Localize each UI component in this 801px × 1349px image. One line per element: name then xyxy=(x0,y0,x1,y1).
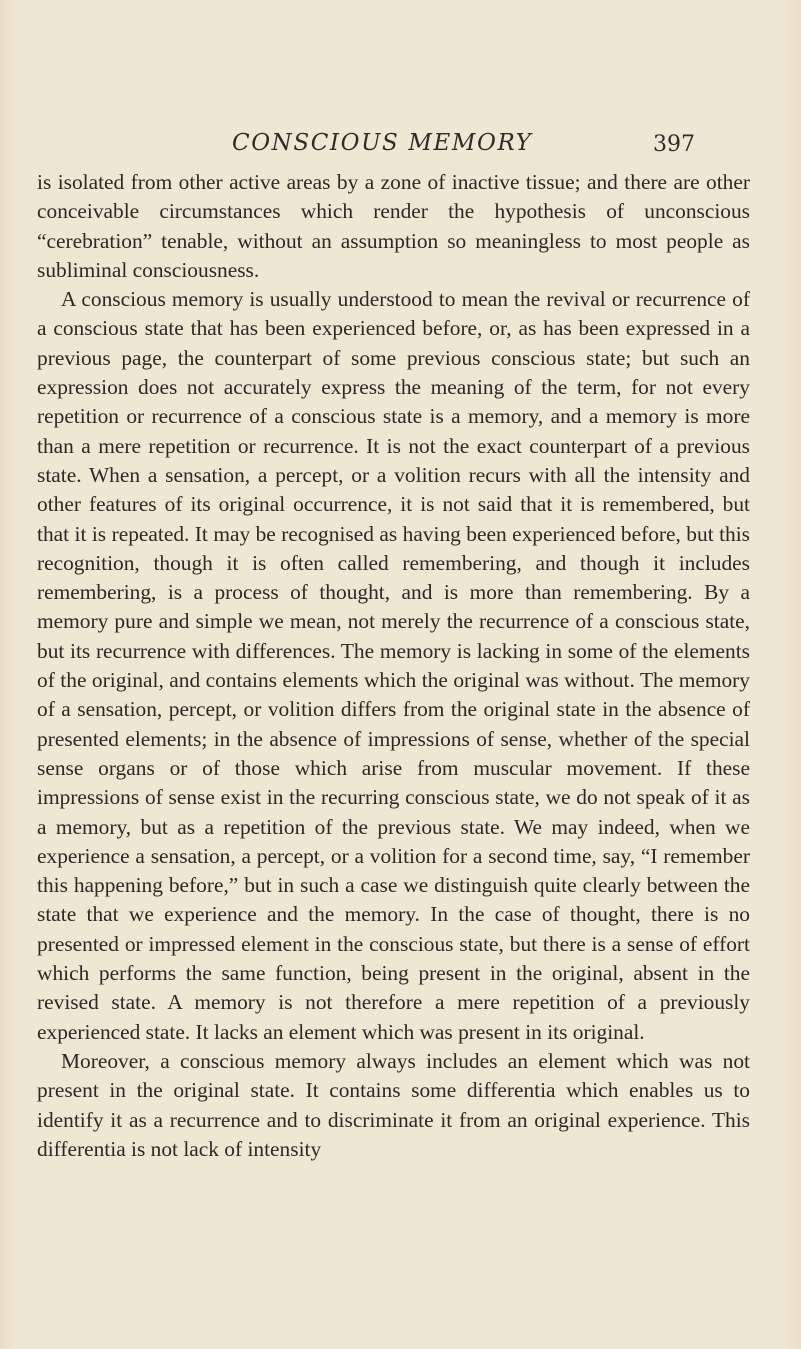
paragraph-continued: is isolated from other active areas by a zone of inactive tissue; and there are other conceivable circumstances which render the hypothesis of unconscious “cerebration” tenable, without an assumption so meaningless to most people as subliminal consciousness. xyxy=(37,170,750,282)
page-header xyxy=(0,126,801,166)
body-text xyxy=(37,168,750,1164)
paragraph-moreover: Moreover, a conscious memory always includes an element which was not present in the original state. It contains some differentia which enables us to identify it as a recurrence and to discriminate it from an original experience. This differentia is not lack of intensity xyxy=(37,1048,750,1161)
paragraph-conscious-memory: A conscious memory is usually understood to mean the revival or recurrence of a conscious state that has been experienced before, or, as has been expressed in a previous page, the counterpart of some previous conscious state; but such an expression does not accurately express the meaning of the term, for not every repetition or recurrence of a conscious state is a memory, and a memory is more than a mere repetition or recurrence. It is not the exact counterpart of a previous state. When a sensation, a percept, or a volition recurs with all the intensity and other features of its original occurrence, it is not said that it is remembered, but that it is repeated. It may be recognised as having been experienced before, but this recognition, though it is often called remembering, and though it includes remembering, is a process of thought, and is more than remembering. By a memory pure and simple we mean, not merely the recurrence of a conscious state, but its recurrence with differences. The memory is lacking in some of the elements of the original, and contains elements which the original was without. The memory of a sensation, percept, or volition differs from the original state in the absence of presented elements; in the absence of impressions of sense, whether of the special sense organs or of those which arise from muscular movement. If these impressions of sense exist in the recurring conscious state, we do not speak of it as a memory, but as a repetition of the previous state. We may indeed, when we experience a sensation, a percept, or a volition for a second time, say, “I remember this happening before,” but in such a case we distinguish quite clearly between the state that we experience and the memory. In the case of thought, there is no presented or impressed element in the conscious state, but there is a sense of effort which performs the same function, being present in the original, absent in the revised state. A memory is not therefore a mere repetition of a previously experienced state. It lacks an element which was present in its original. xyxy=(37,287,750,1044)
running-title: CONSCIOUS MEMORY xyxy=(232,130,533,156)
page-number: 397 xyxy=(653,132,695,157)
